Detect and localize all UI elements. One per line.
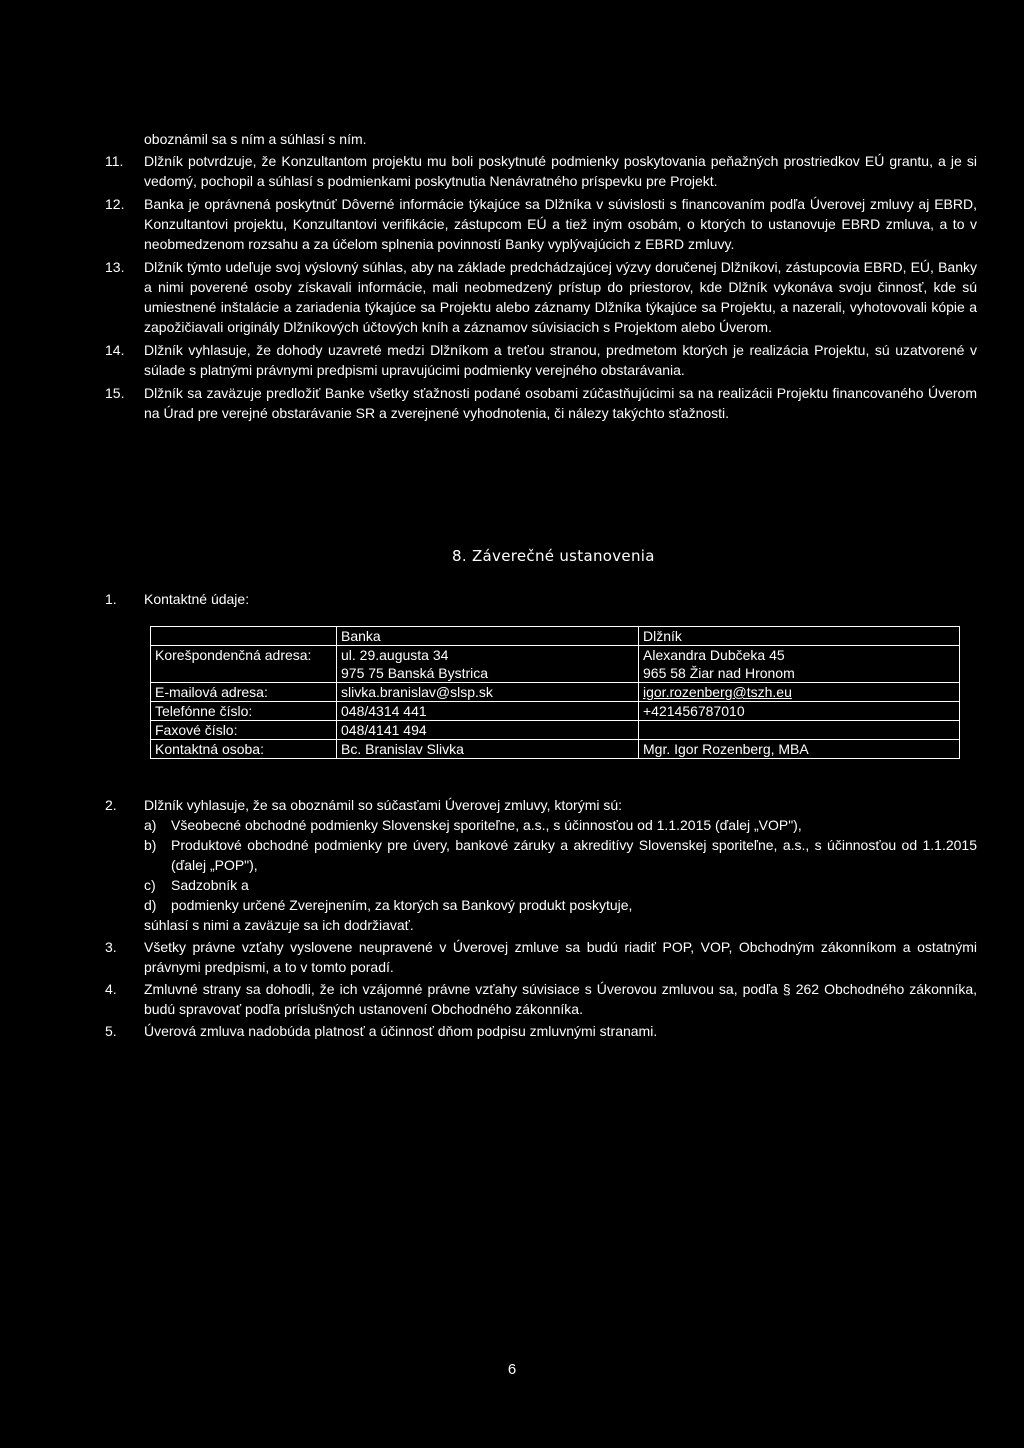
clause-text: Dlžník vyhlasuje, že sa oboznámil so súčasťami Úverovej zmluvy, ktorými sú:	[144, 797, 623, 813]
clause-number: 15.	[105, 385, 125, 401]
banka-value: 048/4314 441	[337, 702, 639, 721]
table-header-row	[151, 627, 960, 646]
contacts-table	[150, 626, 960, 759]
clause-text: Dlžník vyhlasuje, že dohody uzavreté medzi Dlžníkom a treťou stranou, predmetom ktorých je realizácia Projektu, sú uzatvorené v súlade s platnými právnymi predpismi upravujúcimi podmienky verejného obstarávania.	[144, 342, 977, 378]
table-row	[151, 721, 960, 740]
clause-text: Dlžník sa zaväzuje predložiť Banke všetky sťažnosti podané osobami zúčastňujúcimi sa na realizácii Projektu financovaného Úverom na Úrad pre verejné obstarávanie SR a zverejnené vyhodnotenia, či nálezy takýchto sťažnosti.	[144, 385, 977, 421]
table-header-banka: Banka	[337, 627, 639, 646]
sub-letter: c)	[144, 877, 156, 893]
clause-text: Úverová zmluva nadobúda platnosť a účinnosť dňom podpisu zmluvnými stranami.	[144, 1023, 658, 1039]
clause-number: 3.	[105, 939, 117, 955]
sub-letter: d)	[144, 897, 157, 913]
clause-text: Dlžník týmto udeľuje svoj výslovný súhlas, aby na základe predchádzajúcej výzvy doručenej Dlžníkovi, zástupcovia EBRD, EÚ, Banky a nimi poverené osoby získavali informácie, mali neobmedzený prístup do priestorov, kde Dlžník vykonáva svoju činnosť, kde sú umiestnené inštalácie a zariadenia týkajúce sa Projektu alebo záznamy Dlžníka týkajúce sa Projektu, a nazerali, vyhotovovali kópie a zapožičiavali originály Dlžníkových účtových kníh a záznamov súvisiacich s Projektom alebo Úverom.	[144, 259, 977, 335]
clause-number: 13.	[105, 259, 125, 275]
continuation-line	[105, 129, 977, 149]
clause-item	[105, 937, 977, 977]
page-number: 6	[507, 1361, 517, 1378]
banka-value: ul. 29.augusta 34 975 75 Banská Bystrica	[337, 646, 639, 683]
clause-closing: súhlasí s nimi a zaväzuje sa ich dodržiavať.	[144, 917, 414, 933]
sub-item	[144, 895, 977, 915]
clause-number: 14.	[105, 342, 125, 358]
contacts-label-row	[105, 589, 249, 609]
table-row	[151, 702, 960, 721]
clause-item	[105, 979, 977, 1019]
sub-text: Produktové obchodné podmienky pre úvery, bankové záruky a akreditívy Slovenskej sporiteľne, a.s., s účinnosťou od 1.1.2015 (ďalej „POP"),	[171, 837, 977, 873]
clause-item	[105, 151, 977, 191]
clause-item	[105, 194, 977, 254]
contacts-number: 1.	[105, 591, 117, 607]
clause-text: Banka je oprávnená poskytnúť Dôverné informácie týkajúce sa Dlžníka v súvislosti s financovaním podľa Úverovej zmluvy aj EBRD, Konzultantovi projektu, Konzultantovi verifikácie, zástupcom EÚ a tiež iným osobám, o ktorých to ustanovuje EBRD zmluva, a to v neobmedzenom rozsahu a za účelom splnenia povinností Banky vyplývajúcich z EBRD zmluvy.	[144, 196, 977, 252]
banka-email: slivka.branislav@slsp.sk	[337, 683, 639, 702]
sub-letter: b)	[144, 837, 157, 853]
clause-item	[105, 795, 977, 935]
table-header-empty	[151, 627, 337, 646]
row-label: Kontaktná osoba:	[151, 740, 337, 759]
row-label: E-mailová adresa:	[151, 683, 337, 702]
sub-text: Sadzobník a	[171, 877, 249, 893]
dlznik-email: igor.rozenberg@tszh.eu	[639, 683, 960, 702]
row-label: Faxové číslo:	[151, 721, 337, 740]
clause-text: Všetky právne vzťahy vyslovene neupravené v Úverovej zmluve sa budú riadiť POP, VOP, Obchodným zákonníkom a ostatnými právnymi predpismi, a to v tomto poradí.	[144, 939, 977, 975]
table-row	[151, 646, 960, 683]
top-clauses	[105, 129, 977, 423]
table-header-dlznik: Dlžník	[639, 627, 960, 646]
banka-value: 048/4141 494	[337, 721, 639, 740]
banka-value: Bc. Branislav Slivka	[337, 740, 639, 759]
clause-number: 2.	[105, 797, 117, 813]
sub-item	[144, 835, 977, 875]
table-row	[151, 683, 960, 702]
clause-text: Dlžník potvrdzuje, že Konzultantom projektu mu boli poskytnuté podmienky poskytovania peňažných prostriedkov EÚ grantu, a je si vedomý, pochopil a súhlasí s podmienkami poskytnutia Nenávratného príspevku pre Projekt.	[144, 153, 977, 189]
sub-item	[144, 815, 977, 835]
contacts-label: Kontaktné údaje:	[144, 591, 250, 607]
sub-text: podmienky určené Zverejnením, za ktorých sa Bankový produkt poskytuje,	[171, 897, 633, 913]
table-row	[151, 740, 960, 759]
dlznik-value	[639, 721, 960, 740]
clause-number: 5.	[105, 1023, 117, 1039]
clause-text: Zmluvné strany sa dohodli, že ich vzájomné právne vzťahy súvisiace s Úverovou zmluvou sa, podľa § 262 Obchodného zákonníka, budú spravovať podľa príslušných ustanovení Obchodného zákonníka.	[144, 981, 977, 1017]
clause-item	[105, 257, 977, 337]
clause-item	[105, 1021, 977, 1041]
sub-letter: a)	[144, 817, 157, 833]
clause-number: 11.	[105, 153, 124, 169]
sub-item	[144, 875, 977, 895]
bottom-clauses	[105, 795, 977, 1041]
row-label: Telefónne číslo:	[151, 702, 337, 721]
dlznik-value: Alexandra Dubčeka 45 965 58 Žiar nad Hronom	[639, 646, 960, 683]
clause-item	[105, 340, 977, 380]
clause-number: 12.	[105, 196, 125, 212]
row-label: Korešpondenčná adresa:	[151, 646, 337, 683]
section-heading: 8. Záverečné ustanovenia	[452, 547, 655, 565]
dlznik-value: Mgr. Igor Rozenberg, MBA	[639, 740, 960, 759]
clause-item	[105, 383, 977, 423]
sub-text: Všeobecné obchodné podmienky Slovenskej sporiteľne, a.s., s účinnosťou od 1.1.2015 (ďalej „VOP"),	[171, 817, 802, 833]
clause-number: 4.	[105, 981, 117, 997]
dlznik-value: +421456787010	[639, 702, 960, 721]
continuation-text: oboznámil sa s ním a súhlasí s ním.	[144, 131, 367, 147]
